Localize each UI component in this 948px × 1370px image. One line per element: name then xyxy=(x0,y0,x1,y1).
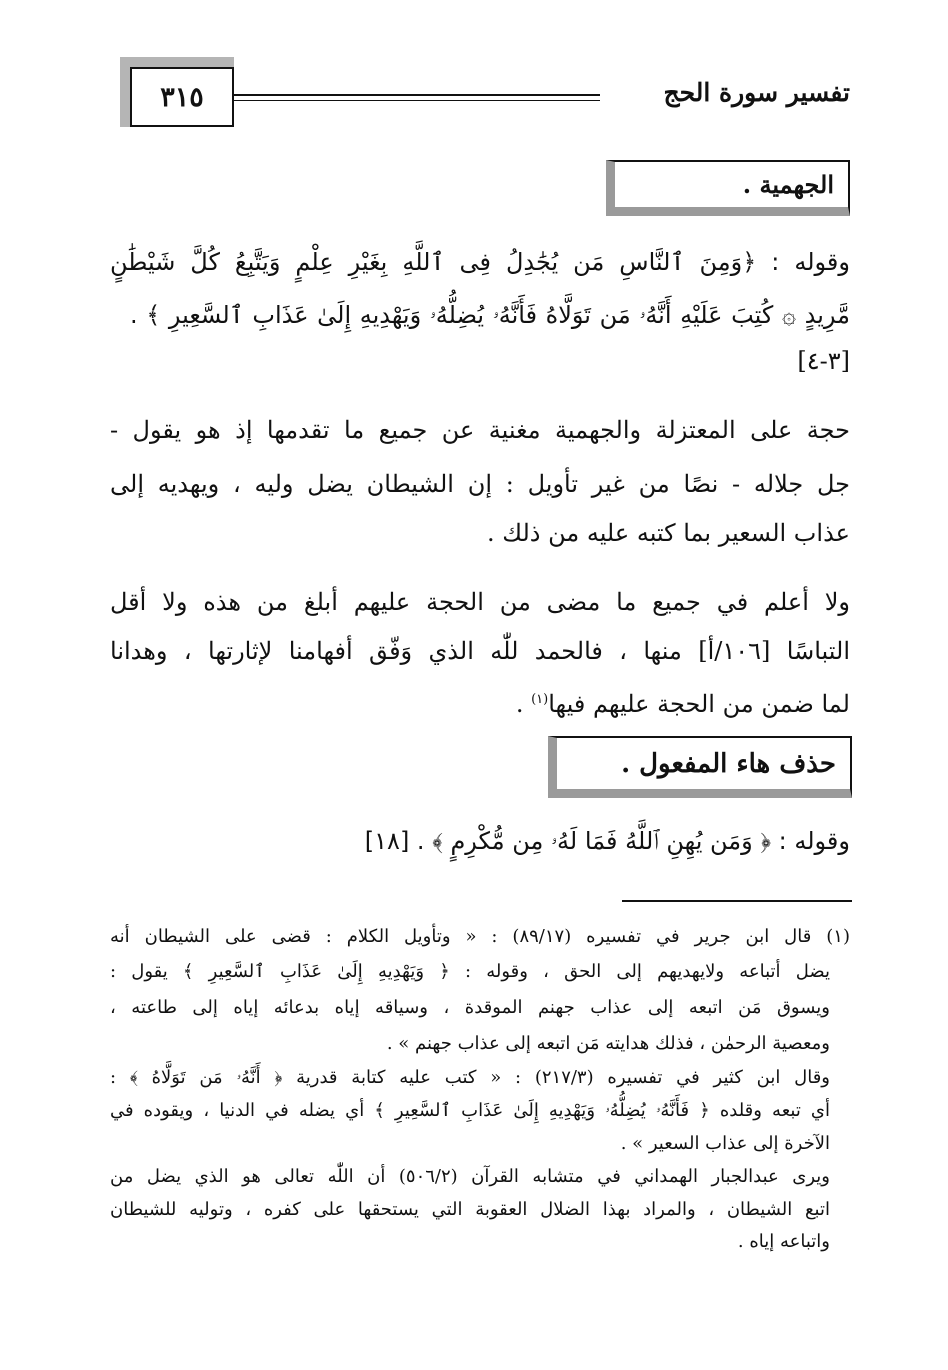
verse-reference: [٣-٤] xyxy=(797,347,850,375)
section-heading-label: الجهمية . xyxy=(742,170,834,199)
paragraph-line: ولا أعلم في جميع ما مضى من الحجة عليهم أبلغ من هذه ولا أقل xyxy=(110,588,850,616)
footnote-line: وقال ابن كثير في تفسيره (٢١٧/٣) : « كتب عليه كتابة قدرية ﴿ أَنَّهُۥ مَن تَوَلَّاهُ ﴾ : xyxy=(110,1067,830,1088)
footnote-line: ويرى عبدالجبار الهمداني في متشابه القرآن (٥٠٦/٢) أن اللّٰه تعالى هو الذي يضل من xyxy=(110,1166,830,1187)
paragraph-line: حجة على المعتزلة والجهمية مغنية عن جميع ما تقدمها إذ هو يقول - xyxy=(110,416,850,444)
footnote-line: أي تبعه وقلده ﴿ فَأَنَّهُۥ يُضِلُّهُۥ وَيَهْدِيهِ إِلَىٰ عَذَابِ ٱلسَّعِيرِ ﴾ أي يضله في الدنيا ، ويقوده في xyxy=(110,1100,830,1121)
verse-line: وقوله : ﴿ وَمَن يُهِنِ ٱللَّهُ فَمَا لَهُۥ مِن مُّكْرِمٍ ﴾ . [١٨] xyxy=(364,827,850,855)
paragraph-text: لما ضمن من الحجة عليهم فيها xyxy=(548,690,850,718)
paragraph-line xyxy=(516,685,850,719)
page-number: ٣١٥ xyxy=(130,67,234,127)
footnote-line: (١) قال ابن جرير في تفسيره (٨٩/١٧) : « وتأويل الكلام : قضى على الشيطان أنه xyxy=(110,926,850,947)
footnote-line: اتبع الشيطان ، والمراد بهذا الضلال العقوبة التي يستحقها على كفره ، وتوليه للشيطان xyxy=(110,1199,830,1220)
paragraph-line: جل جلاله - نصًا من غير تأويل : إن الشيطان يضل وليه ، ويهديه إلى xyxy=(110,470,850,498)
footnote-marker: (١) xyxy=(531,692,549,707)
footnote-line: ويسوق مَن اتبعه إلى عذاب جهنم الموقدة ، وسياقه إياه بدعائه إياه إلى طاعته ، xyxy=(110,997,830,1018)
footnote-line: الآخرة إلى عذاب السعير » . xyxy=(620,1133,830,1154)
footnote-line: ومعصية الرحمٰن ، فذلك هدايته مَن اتبعه إلى عذاب جهنم » . xyxy=(386,1033,830,1054)
section-heading-label: حذف هاء المفعول . xyxy=(621,748,836,779)
paragraph-line: عذاب السعير بما كتبه عليه من ذلك . xyxy=(486,519,850,547)
page-number-box xyxy=(120,57,234,127)
running-title: تفسير سورة الحج xyxy=(663,78,850,107)
paragraph-text-end: . xyxy=(515,690,532,718)
verse-line: مَّرِيدٍ ۞ كُتِبَ عَلَيْهِ أَنَّهُۥ مَن تَوَلَّاهُ فَأَنَّهُۥ يُضِلُّهُۥ وَيَهْدِيهِ إِلَىٰ عَذَابِ ٱلسَّعِيرِ ﴾ . xyxy=(130,301,850,329)
footnote-separator xyxy=(622,900,852,902)
section-heading-object-pronoun xyxy=(548,736,852,798)
paragraph-line: التباسًا [١٠٦/أ] منها ، فالحمد للّٰه الذي وَفّق أفهامنا لإثارتها ، وهدانا xyxy=(110,637,850,665)
footnote-line: يضل أتباعه ولايهديهم إلى الحق ، وقوله : ﴿ وَيَهْدِيهِ إِلَىٰ عَذَابِ ٱلسَّعِيرِ ﴾ يقول : xyxy=(110,961,830,982)
footnote-line: واتباعه إياه . xyxy=(737,1231,830,1252)
verse-line: وقوله : ﴿وَمِنَ ٱلنَّاسِ مَن يُجَٰدِلُ فِى ٱللَّهِ بِغَيْرِ عِلْمٍ وَيَتَّبِعُ كُلَّ شَيْطَٰنٍ xyxy=(110,248,850,276)
section-heading-jahmiyya xyxy=(606,160,850,216)
header-rule xyxy=(232,94,600,101)
